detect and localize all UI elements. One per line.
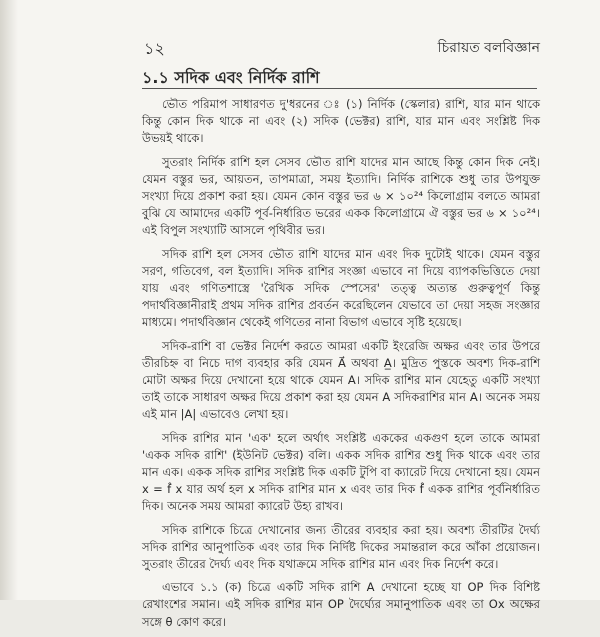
section-title: ১.১ সদিক এবং নির্দিক রাশি — [142, 68, 320, 87]
paragraph-2: সুতরাং নির্দিক রাশি হল সেসব ভৌত রাশি যাদের মান আছে কিন্তু কোন দিক নেই। যেমন বস্তুর ভর, আয়তন, তাপমাত্রা, সময় ইত্যাদি। নির্দিক রাশিকে শুধু তার উপযুক্ত সংখ্যা দিয়ে প্রকাশ করা হয়। যেমন কোন বস্তুর ভর ৬ × ১০²⁴ কিলোগ্রাম বলতে আমরা বুঝি যে আমাদের একটি পূর্ব-নির্ধারিত ভরের একক কিলোগ্রামে ঐ বস্তুর ভর ৬ × ১০²⁴। এই বিপুল সংখ্যাটি আসলে পৃথিবীর ভর। — [142, 154, 540, 238]
paragraph-6: সদিক রাশিকে চিত্রে দেখানোর জন্য তীরের ব্যবহার করা হয়। অবশ্য তীরটির দৈর্ঘ্য সদিক রাশির আনুপাতিক এবং তার দিক নির্দিষ্ট দিকের সমান্তরাল করে আঁকা প্রয়োজন। সুতরাং তীরের দৈর্ঘ্য এবং দিক যথাক্রমে সদিক রাশির মান এবং দিক নির্দেশ করে। — [142, 522, 540, 572]
paragraph-4: সদিক-রাশি বা ভেক্টর নির্দেশ করতে আমরা একটি ইংরেজি অক্ষর এবং তার উপরে তীরচিহ্ন বা নিচে দাগ ব্যবহার করি যেমন A⃗ অথবা A̲। মুদ্রিত পুস্তকে অবশ্য দিক-রাশি মোটা অক্ষর দিয়ে দেখানো হয়ে থাকে যেমন A। সদিক রাশির মান যেহেতু একটি সংখ্যা তাই তাকে সাধারণ অক্ষর দিয়ে প্রকাশ করা হয় যেমন A সদিকরাশির মান A। অনেক সময় এই মান |A| এভাবেও লেখা হয়। — [142, 338, 540, 422]
paragraph-3: সদিক রাশি হল সেসব ভৌত রাশি যাদের মান এবং দিক দুটোই থাকে। যেমন বস্তুর সরণ, গতিবেগ, বল ইত্যাদি। সদিক রাশির সংজ্ঞা এভাবে না দিয়ে ব্যাপকভিত্তিতে দেয়া যায় এবং গণিতশাস্ত্রে 'রৈখিক সদিক স্পেসের' তত্ত্ব অত্যন্ত গুরুত্বপূর্ণ কিন্তু পদার্থবিজ্ঞানীরাই প্রথম সদিক রাশির প্রবর্তন করেছিলেন যেভাবে তা দেয়া সহজ সংজ্ঞার মাধ্যমে। পদার্থবিজ্ঞান থেকেই গণিতের নানা বিভাগ এভাবে সৃষ্টি হয়েছে। — [142, 246, 541, 330]
body-text — [142, 96, 540, 637]
paragraph-7: এভাবে ১.১ (ক) চিত্রে একটি সদিক রাশি A দেখানো হচ্ছে যা OP দিক বিশিষ্ট রেখাংশের সমান। এই সদিক রাশির মান OP দৈর্ঘ্যের সমানুপাতিক এবং তা Ox অক্ষের সঙ্গে θ কোণ করে। — [142, 580, 540, 629]
page-number: ১২ — [144, 39, 165, 58]
title-underline — [142, 88, 537, 89]
page-header — [112, 36, 540, 58]
paragraph-5: সদিক রাশির মান 'এক' হলে অর্থাৎ সংশ্লিষ্ট এককের একগুণ হলে তাকে আমরা 'একক সদিক রাশি' (ইউনিট ভেক্টর) বলি। একক সদিক রাশির শুধু দিক থাকে এবং তার মান এক। একক সদিক রাশির সংশ্লিষ্ট দিক একটি টুপি বা ক্যারেট দিয়ে দেখানো হয়। যেমন x = f̂ x যার অর্থ হল x সদিক রাশির মান x এবং তার দিক f̂ একক রাশির পূর্বনির্ধারিত দিক। অনেক সময় আমরা ক্যারেট উহ্য রাখব। — [142, 430, 540, 514]
binding-shadow — [0, 0, 18, 600]
paragraph-1: ভৌত পরিমাপ সাধারণত দু'ধরনের ঃ (১) নির্দিক (স্কেলার) রাশি, যার মান থাকে কিন্তু কোন দিক থাকে না এবং (২) সদিক (ভেক্টর) রাশি, যার মান এবং সংশ্লিষ্ট দিক উভয়ই থাকে। — [142, 97, 540, 146]
running-title: চিরায়ত বলবিজ্ঞান — [437, 40, 540, 56]
